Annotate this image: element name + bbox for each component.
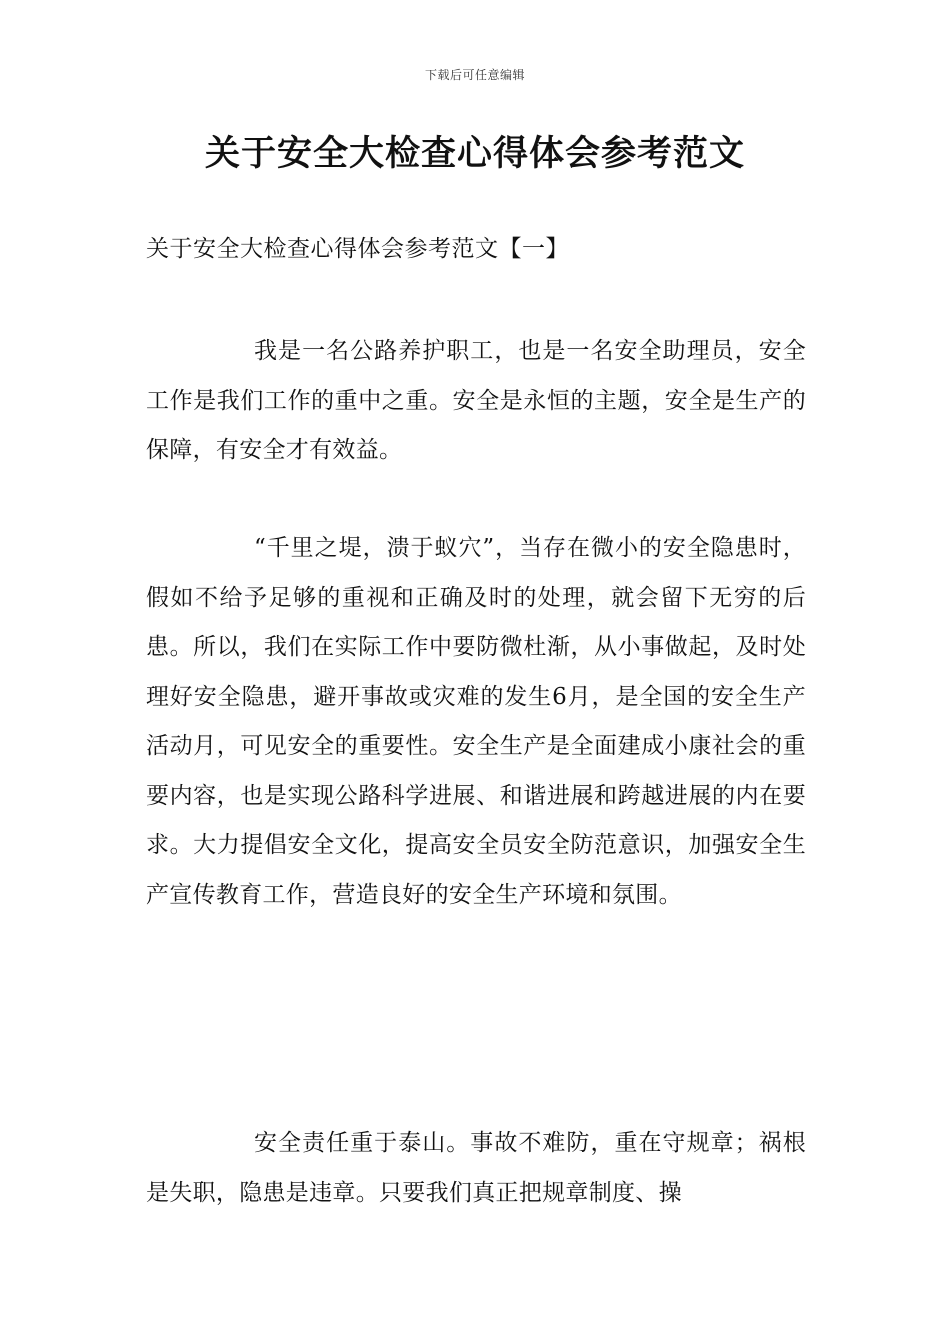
document-title: 关于安全大检查心得体会参考范文 — [204, 133, 745, 174]
section-heading: 关于安全大检查心得体会参考范文【一】 — [146, 236, 569, 262]
paragraph-1: 我是一名公路养护职工，也是一名安全助理员，安全工作是我们工作的重中之重。安全是永恒的主题，安全是生产的保障，有安全才有效益。 — [146, 338, 806, 463]
header-note: 下载后可任意编辑 — [424, 68, 525, 82]
paragraph-3: 安全责任重于泰山。事故不难防，重在守规章；祸根是失职，隐患是违章。只要我们真正把规章制度、操 — [146, 1130, 806, 1206]
paragraph-2: “千里之堤，溃于蚁穴”，当存在微小的安全隐患时，假如不给予足够的重视和正确及时的处理，就会留下无穷的后患。所以，我们在实际工作中要防微杜渐，从小事做起，及时处理好安全隐患，避开事故或灾难的发生6月，是全国的安全生产活动月，可见安全的重要性。安全生产是全面建成小康社会的重要内容，也是实现公路科学进展、和谐进展和跨越进展的内在要求。大力提倡安全文化，提高安全员安全防范意识，加强安全生产宣传教育工作，营造良好的安全生产环境和氛围。 — [146, 535, 806, 908]
